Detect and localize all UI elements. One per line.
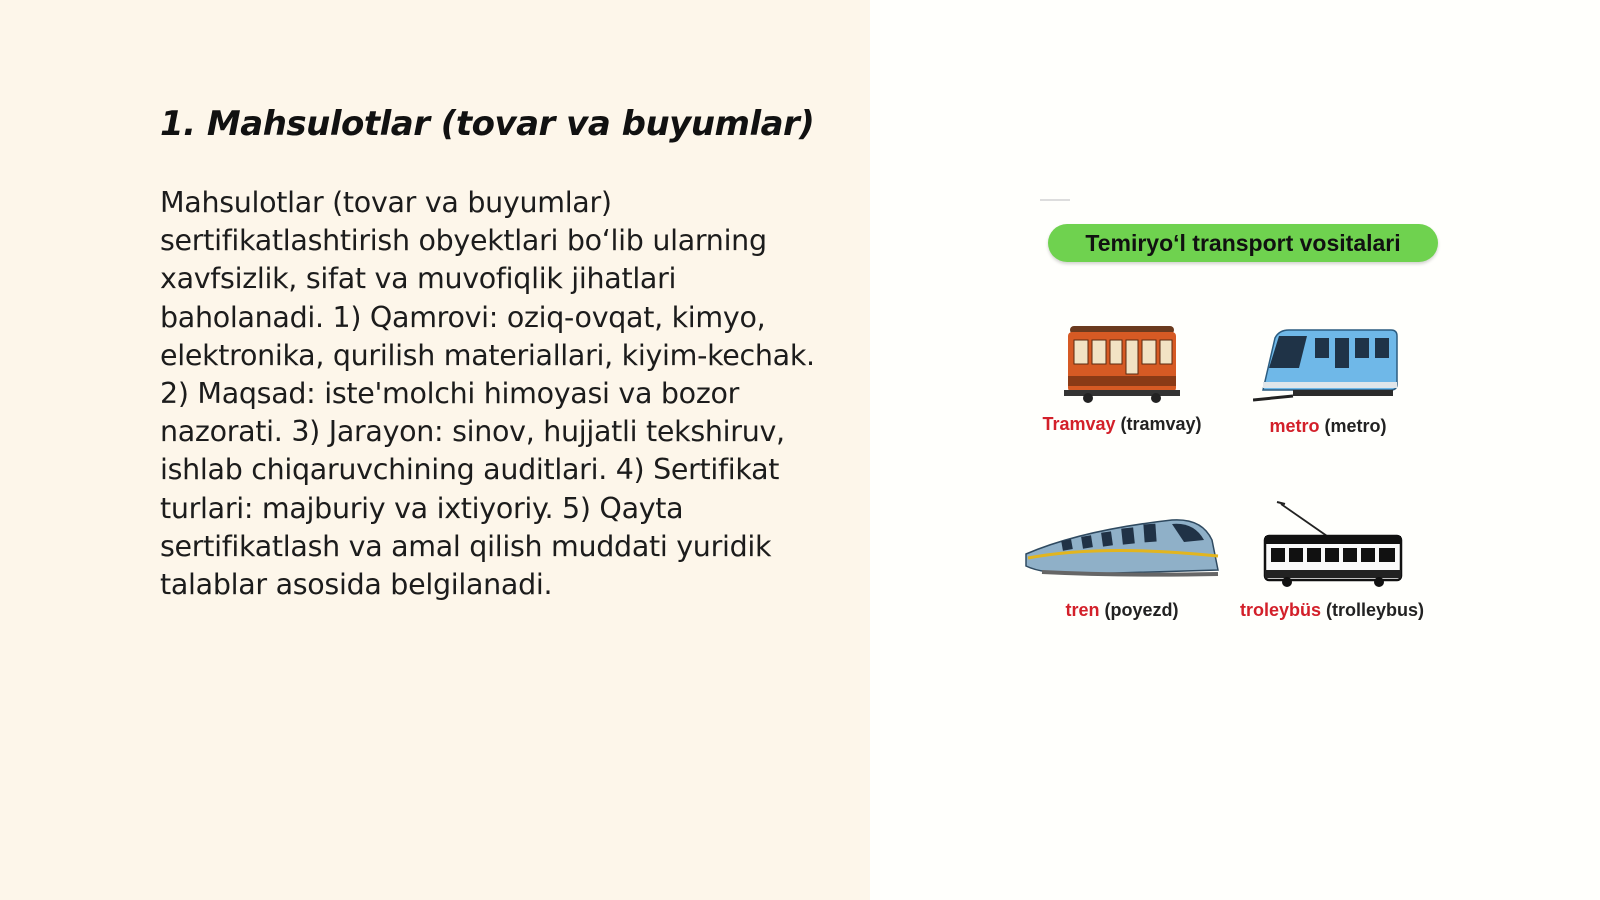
tram-icon [1062,318,1182,404]
vehicle-caption: Tramvay (tramvay) [1042,414,1202,434]
vehicle-caption: metro (metro) [1269,416,1387,436]
slide-title: 1. Mahsulotlar (tovar va buyumlar) [160,104,815,144]
vehicle-caption: tren (poyezd) [1065,600,1179,620]
vehicle-tram [1012,318,1232,435]
metro-train-icon [1253,324,1403,406]
vehicle-train [1012,510,1232,621]
train-icon [1022,510,1222,590]
vehicle-metro [1218,324,1438,437]
slide-body-text: Mahsulotlar (tovar va buyumlar) sertifikatlashtirish obyektlari bo‘lib ularning xavfsizlik, sifat va muvofiqlik jihatlari baholanadi. 1) Qamrovi: oziq-ovqat, kimyo, elektronika, qurilish materiallari, kiyim-kechak. 2) Maqsad: iste'molchi himoyasi va bozor nazorati. 3) Jarayon: sinov, hujjatli tekshiruv, ishlab chiqaruvchining auditlari. 4) Sertifikat turlari: majburiy va ixtiyoriy. 5) Qayta sertifikatlash va amal qilish muddati yuridik talablar asosida belgilanadi. [160,186,815,602]
figure-header: Temiryo‘l transport vositalari [1048,224,1438,262]
figure-divider [1040,199,1070,201]
trolleybus-icon [1257,500,1407,590]
vehicle-trolleybus [1222,500,1442,621]
vehicle-caption: troleybüs (trolleybus) [1239,600,1425,620]
rail-transport-illustration [1010,200,1470,660]
